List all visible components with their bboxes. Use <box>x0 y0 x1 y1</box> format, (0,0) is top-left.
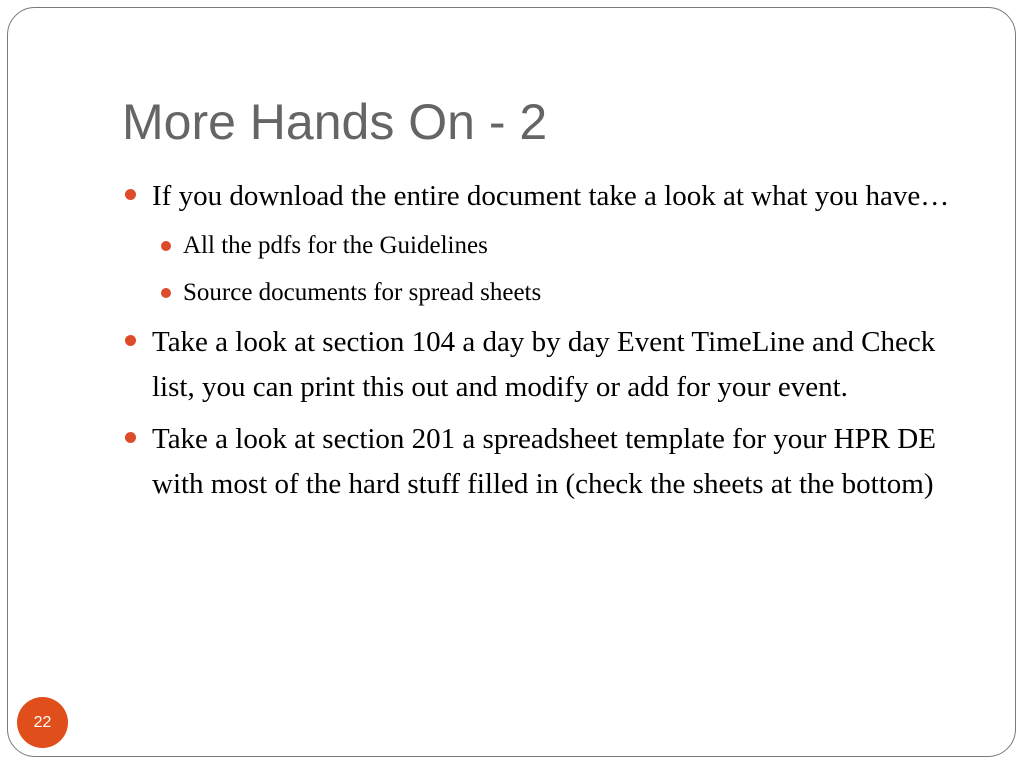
bullet-dot-icon <box>161 288 171 298</box>
sub-bullet-text: Source documents for spread sheets <box>183 279 542 306</box>
bullet-text: If you download the entire document take a look at what you have… <box>152 180 950 212</box>
bullet-item <box>125 320 985 410</box>
slide-content <box>125 174 985 514</box>
sub-bullet-text: All the pdfs for the Guidelines <box>183 232 488 259</box>
bullet-dot-icon <box>125 432 136 443</box>
slide-number-badge: 22 <box>17 697 68 748</box>
slide-frame <box>7 7 1016 757</box>
bullet-item <box>125 174 985 219</box>
bullet-dot-icon <box>161 241 171 251</box>
slide-title: More Hands On - 2 <box>122 94 548 150</box>
bullet-item <box>125 417 985 507</box>
bullet-text: Take a look at section 201 a spreadsheet template for your HPR DE with most of the hard stuff filled in (check the sheets at the bottom) <box>152 423 936 500</box>
sub-bullet-item <box>125 273 985 313</box>
sub-bullet-item <box>125 226 985 266</box>
bullet-text: Take a look at section 104 a day by day Event TimeLine and Check list, you can print this out and modify or add for your event. <box>152 326 936 403</box>
bullet-dot-icon <box>125 335 136 346</box>
bullet-dot-icon <box>125 189 136 200</box>
